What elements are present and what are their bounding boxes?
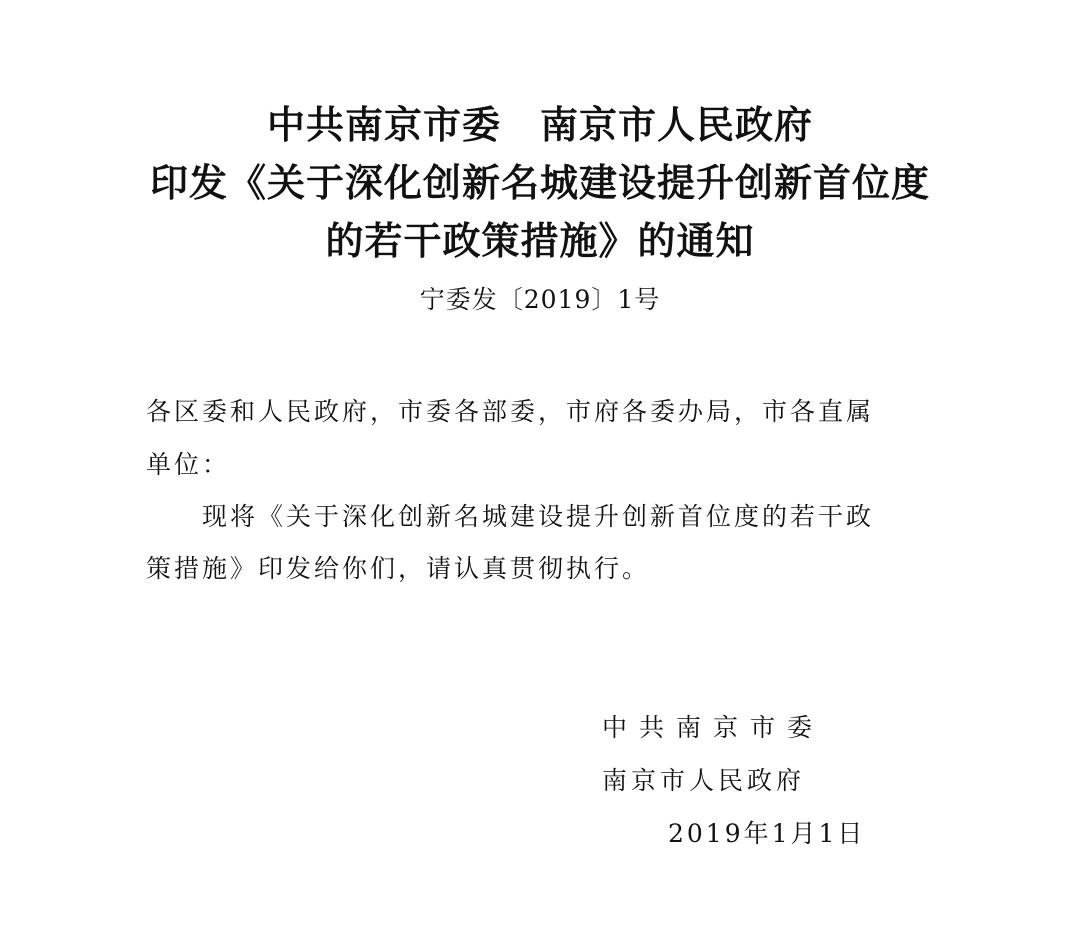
recipients-line-1: 各区委和人民政府，市委各部委，市府各委办局，市各直属 bbox=[146, 397, 875, 426]
recipients-line-2: 单位： bbox=[146, 450, 231, 479]
document-number: 宁委发〔2019〕1号 bbox=[419, 285, 661, 314]
body-line-1: 现将《关于深化创新名城建设提升创新首位度的若干政 bbox=[202, 502, 875, 531]
title-line-3: 的若干政策措施》的通知 bbox=[325, 219, 755, 263]
signatory-party-committee: 中共南京市委 bbox=[602, 713, 825, 742]
document-title bbox=[0, 96, 1080, 270]
signatory-government: 南京市人民政府 bbox=[602, 766, 806, 795]
title-line-2: 印发《关于深化创新名城建设提升创新首位度 bbox=[149, 161, 930, 205]
document-date: 2019年1月1日 bbox=[668, 819, 866, 848]
body-line-2: 策措施》印发给你们，请认真贯彻执行。 bbox=[146, 554, 651, 583]
title-line-1: 中共南京市委 南京市人民政府 bbox=[266, 103, 813, 147]
